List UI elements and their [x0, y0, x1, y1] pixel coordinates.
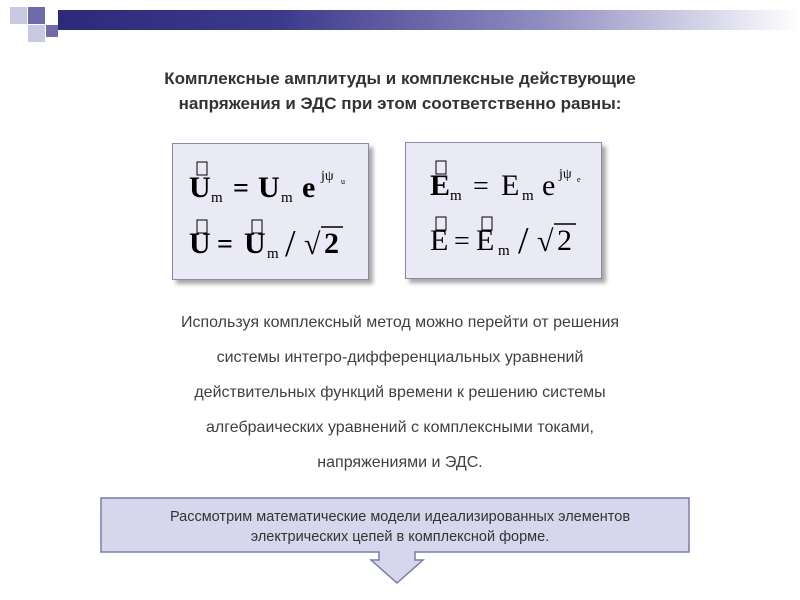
emf-formulas: [406, 143, 601, 278]
decor-square: [28, 7, 45, 24]
voltage-rhs-symbol: U: [258, 171, 280, 204]
emf-rhs-subscript: m: [522, 188, 534, 204]
division-slash: /: [518, 220, 529, 262]
decor-square: [46, 25, 58, 37]
sqrt-argument: 2: [324, 227, 339, 260]
callout-line: Рассмотрим математические модели идеализированных элементов: [169, 509, 631, 525]
callout-text: [110, 507, 690, 547]
paragraph-line: действительных функций времени к решению системы: [194, 384, 606, 401]
sqrt-argument: 2: [557, 224, 572, 257]
equals-sign: =: [473, 171, 489, 202]
voltage-amplitude-symbol: U: [244, 227, 266, 260]
decor-square: [28, 25, 45, 42]
voltage-formulas: [173, 144, 368, 279]
voltage-effective-formula: [189, 220, 343, 265]
header-gradient-bar: [58, 10, 800, 30]
voltage-formula-box: [172, 143, 369, 280]
emf-effective-formula: [430, 217, 576, 262]
voltage-amplitude-subscript: m: [267, 246, 279, 262]
sqrt-icon: √: [304, 228, 321, 261]
slide-title-line-2: напряжения и ЭДС при этом соответственно равны:: [178, 94, 622, 113]
equals-sign: =: [233, 173, 249, 204]
slide-title: [60, 66, 740, 116]
paragraph-line: напряжениями и ЭДС.: [317, 454, 483, 471]
voltage-lhs-subscript: m: [211, 190, 223, 206]
voltage-lhs-symbol: U: [189, 171, 211, 204]
exponent-subscript: u: [341, 177, 345, 186]
exponent-subscript: e: [577, 175, 581, 184]
voltage-rhs-subscript: m: [281, 190, 293, 206]
voltage-effective-symbol: U: [189, 227, 211, 260]
paragraph-line: системы интегро-дифференциальных уравнений: [216, 349, 584, 366]
paragraph-line: Используя комплексный метод можно перейти от решения: [180, 314, 620, 331]
sqrt-icon: √: [537, 225, 554, 258]
explanation-paragraph: [80, 305, 720, 480]
emf-effective-symbol: E: [430, 224, 449, 257]
exponent-base: e: [542, 169, 556, 202]
decor-square: [10, 7, 27, 24]
division-slash: /: [285, 223, 296, 265]
emf-rhs-symbol: E: [501, 169, 520, 202]
equals-sign: =: [217, 229, 233, 260]
exponent-power: jψ: [321, 169, 334, 184]
emf-amplitude-formula: [430, 161, 581, 204]
equals-sign: =: [454, 226, 470, 257]
callout-line: электрических цепей в комплексной форме.: [250, 529, 550, 545]
emf-lhs-subscript: m: [450, 188, 462, 204]
paragraph-line: алгебраических уравнений с комплексными токами,: [206, 419, 594, 436]
emf-formula-box: [405, 142, 602, 279]
voltage-amplitude-formula: [189, 162, 345, 206]
header-decoration: [0, 0, 800, 50]
slide-title-line-1: Комплексные амплитуды и комплексные действующие: [164, 69, 636, 88]
exponent-base: e: [302, 171, 316, 204]
emf-lhs-symbol: E: [430, 169, 451, 202]
emf-amplitude-symbol: E: [476, 224, 495, 257]
exponent-power: jψ: [559, 167, 572, 182]
emf-amplitude-subscript: m: [498, 243, 510, 259]
